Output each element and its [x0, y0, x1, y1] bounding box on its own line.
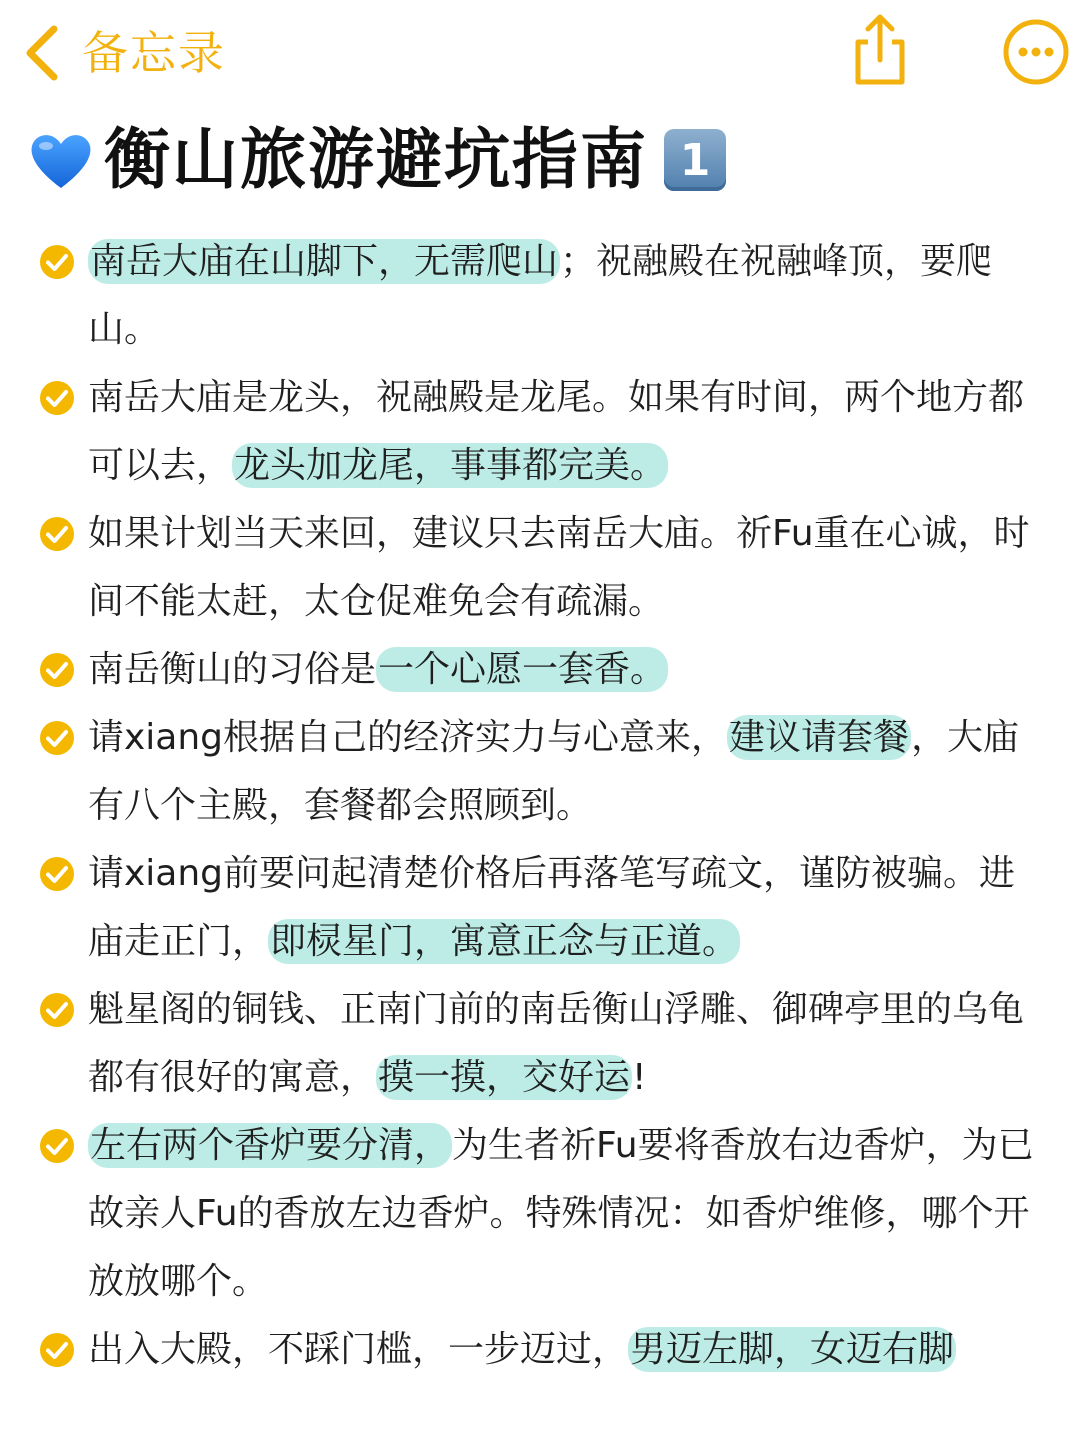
list-item: [0, 228, 1080, 364]
checkmark-circle-icon: [38, 1127, 76, 1165]
list-item: [0, 840, 1080, 976]
back-button[interactable]: [22, 18, 226, 88]
item-text: !: [632, 1057, 647, 1098]
list-item: [0, 364, 1080, 500]
highlighted-text: 摸一摸，交好运: [378, 1057, 631, 1098]
chevron-left-icon: [22, 23, 62, 83]
checkmark-circle-icon: [38, 243, 76, 281]
item-text: 请xiang前要问起清楚价格后再落笔写疏文，谨防被骗。进庙走正门，: [88, 853, 1016, 962]
checkmark-circle-icon: [38, 855, 76, 893]
list-item: [0, 976, 1080, 1112]
highlighted-text: 龙头加龙尾，事事都完美。: [234, 445, 667, 486]
note-title: 衡山旅游避坑指南: [104, 121, 648, 198]
item-text: 如果计划当天来回，建议只去南岳大庙。祈Fu重在心诚，时间不能太赶，太仓促难免会有疏漏。: [88, 513, 1030, 622]
tips-list: [0, 228, 1080, 1384]
item-text: 出入大殿，不踩门槛，一步迈过，: [88, 1329, 629, 1370]
list-item: [0, 636, 1080, 704]
list-item: [0, 1112, 1080, 1316]
navigation-bar: [0, 0, 1080, 110]
highlighted-text: 建议请套餐: [729, 717, 910, 758]
item-text: 为生者祈Fu要将香放右边香炉，为已故亲人Fu的香放左边香炉。特殊情况：如香炉维修，哪个开放放哪个。: [88, 1125, 1034, 1302]
share-button[interactable]: [846, 12, 914, 88]
highlighted-text: 男迈左脚，女迈右脚: [630, 1329, 955, 1370]
item-text: 南岳大庙是龙头，祝融殿是龙尾。如果有时间，两个地方都可以去，: [88, 377, 1025, 486]
blue-heart-icon: [28, 130, 94, 190]
list-item: [0, 500, 1080, 636]
checkmark-circle-icon: [38, 991, 76, 1029]
list-item: [0, 704, 1080, 840]
share-icon: [846, 12, 914, 88]
item-text: 请xiang根据自己的经济实力与心意来，: [88, 717, 728, 758]
checkmark-circle-icon: [38, 379, 76, 417]
item-text: ；祝融殿在祝融峰顶，要爬山。: [88, 241, 993, 350]
item-text: 魁星阁的铜钱、正南门前的南岳衡山浮雕、御碑亭里的乌龟都有很好的寓意，: [88, 989, 1025, 1098]
ellipsis-circle-icon: [1002, 18, 1070, 86]
highlighted-text: 即棂星门，寓意正念与正道。: [270, 921, 739, 962]
checkmark-circle-icon: [38, 719, 76, 757]
back-label: 备忘录: [82, 26, 226, 80]
item-text: 南岳衡山的习俗是: [88, 649, 377, 690]
highlighted-text: 左右两个香炉要分清，: [90, 1125, 451, 1166]
highlighted-text: 一个心愿一套香。: [378, 649, 667, 690]
checkmark-circle-icon: [38, 1331, 76, 1369]
item-text: ，大庙有八个主殿，套餐都会照顾到。: [88, 717, 1020, 826]
keycap-one-icon: 1: [664, 129, 726, 191]
list-item: [0, 1316, 1080, 1384]
more-options-button[interactable]: [1002, 18, 1070, 86]
checkmark-circle-icon: [38, 515, 76, 553]
note-title-row: [28, 118, 726, 202]
checkmark-circle-icon: [38, 651, 76, 689]
highlighted-text: 南岳大庙在山脚下，无需爬山: [90, 241, 559, 282]
